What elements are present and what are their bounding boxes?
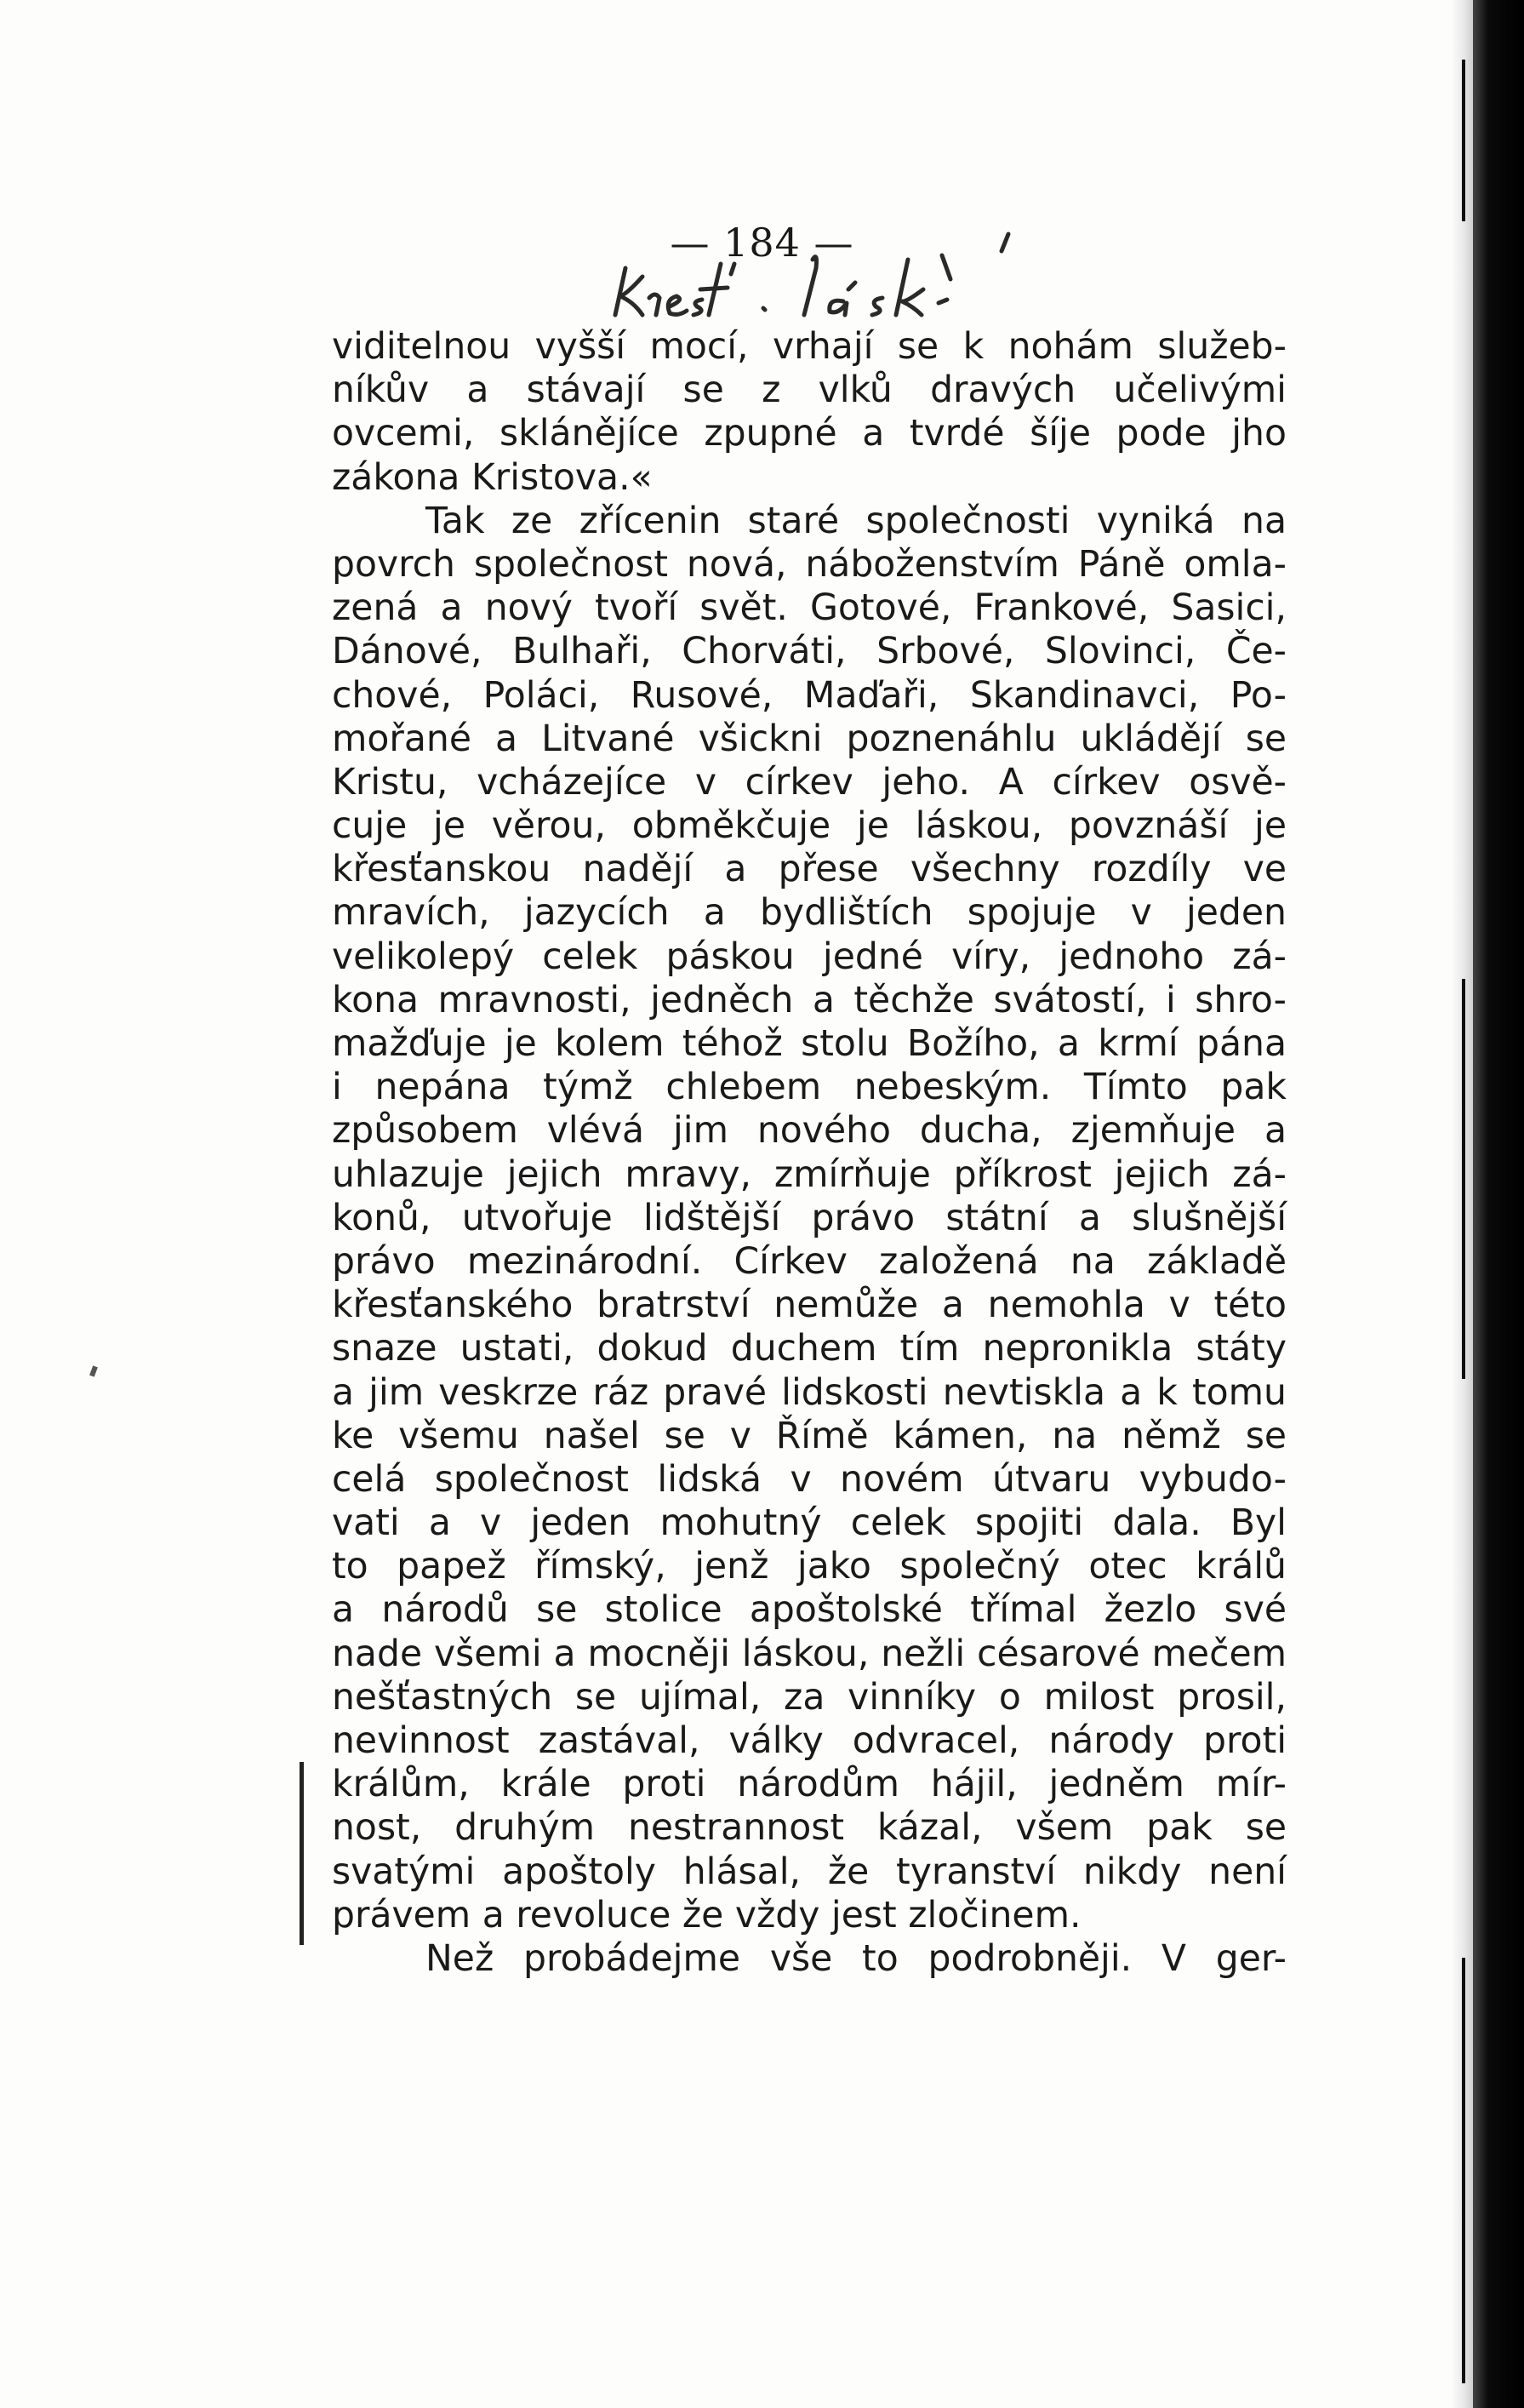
text-line: křesťanského bratrství nemůže a nemohla v této	[332, 1284, 1287, 1327]
margin-pencil-mark	[300, 1762, 304, 1945]
text-line: Tak ze zřícenin staré společnosti vyniká na	[425, 500, 1287, 542]
text-line: mravích, jazycích a bydlištích spojuje v jeden	[332, 892, 1287, 935]
text-line: právem a revoluce že vždy jest zločinem.	[332, 1894, 1082, 1936]
text-line: a národů se stolice apoštolské třímal žezlo své	[332, 1589, 1287, 1632]
text-line: Kristu, vcházejíce v církev jeho. A církev osvě-	[332, 761, 1287, 804]
text-line: konů, utvořuje lidštější právo státní a slušnější	[332, 1197, 1287, 1239]
text-line: kona mravnosti, jedněch a těchže svátostí, i shro-	[332, 979, 1287, 1021]
binding-line	[1462, 60, 1465, 221]
text-line: zákona Kristova.«	[332, 456, 653, 499]
text-line: níkův a stávají se z vlků dravých učelivými	[332, 369, 1287, 412]
text-line: Dánové, Bulhaři, Chorváti, Srbové, Slovinci, Če-	[332, 631, 1287, 673]
text-line: křesťanskou nadějí a přese všechny rozdíly ve	[332, 849, 1287, 891]
text-line: celá společnost lidská v novém útvaru vybudo-	[332, 1458, 1287, 1501]
margin-speck	[89, 1365, 98, 1376]
page-number: — 184 —	[670, 220, 854, 266]
text-line: právo mezinárodní. Církev založená na základě	[332, 1240, 1287, 1283]
binding-line	[1462, 979, 1465, 1379]
text-line: ke všemu našel se v Římě kámen, na němž se	[332, 1415, 1287, 1457]
text-line: nešťastných se ujímal, za vinníky o milost prosil,	[332, 1676, 1287, 1719]
text-line: uhlazuje jejich mravy, zmírňuje příkrost jejich zá-	[332, 1153, 1287, 1196]
text-line: zená a nový tvoří svět. Gotové, Frankové, Sasici,	[332, 587, 1287, 630]
text-line: a jim veskrze ráz pravé lidskosti nevtiskla a k tomu	[332, 1371, 1287, 1414]
text-line: Než probádejme vše to podrobněji. V ger-	[425, 1937, 1287, 1980]
handwritten-note	[608, 230, 1102, 323]
text-line: to papež římský, jenž jako společný otec králů	[332, 1546, 1287, 1588]
text-line: cuje je věrou, obměkčuje je láskou, povznáší je	[332, 805, 1287, 848]
text-line: i nepána týmž chlebem nebeským. Tímto pak	[332, 1067, 1287, 1109]
text-line: způsobem vlévá jim nového ducha, zjemňuje a	[332, 1110, 1287, 1153]
body-text	[332, 325, 1287, 1981]
binding-line	[1462, 1958, 1465, 2383]
text-line: králům, krále proti národům hájil, jedněm mír-	[332, 1764, 1287, 1806]
text-line: snaze ustati, dokud duchem tím nepronikla státy	[332, 1328, 1287, 1370]
text-line: vati a v jeden mohutný celek spojiti dala. Byl	[332, 1502, 1287, 1545]
text-line: mažďuje je kolem téhož stolu Božího, a krmí pána	[332, 1023, 1287, 1065]
text-line: ovcemi, sklánějíce zpupné a tvrdé šíje pode jho	[332, 413, 1287, 455]
text-line: svatými apoštoly hlásal, že tyranství nikdy není	[332, 1850, 1287, 1893]
book-binding-edge	[1473, 0, 1524, 2408]
text-line: mořané a Litvané všickni poznenáhlu ukládějí se	[332, 718, 1287, 760]
paragraph	[332, 1937, 1287, 1981]
text-line: povrch společnost nová, náboženstvím Páně omla-	[332, 543, 1287, 586]
text-line: nevinnost zastával, války odvracel, národy proti	[332, 1720, 1287, 1762]
text-line: nost, druhým nestrannost kázal, všem pak se	[332, 1807, 1287, 1850]
paragraph	[332, 500, 1287, 1937]
text-line: nade všemi a mocněji láskou, nežli césarové mečem	[332, 1633, 1287, 1675]
paragraph	[332, 325, 1287, 500]
text-line: velikolepý celek páskou jedné víry, jednoho zá-	[332, 935, 1287, 978]
text-line: viditelnou vyšší mocí, vrhají se k nohám služeb-	[332, 326, 1287, 368]
text-line: chové, Poláci, Rusové, Maďaři, Skandinavci, Po-	[332, 674, 1287, 717]
